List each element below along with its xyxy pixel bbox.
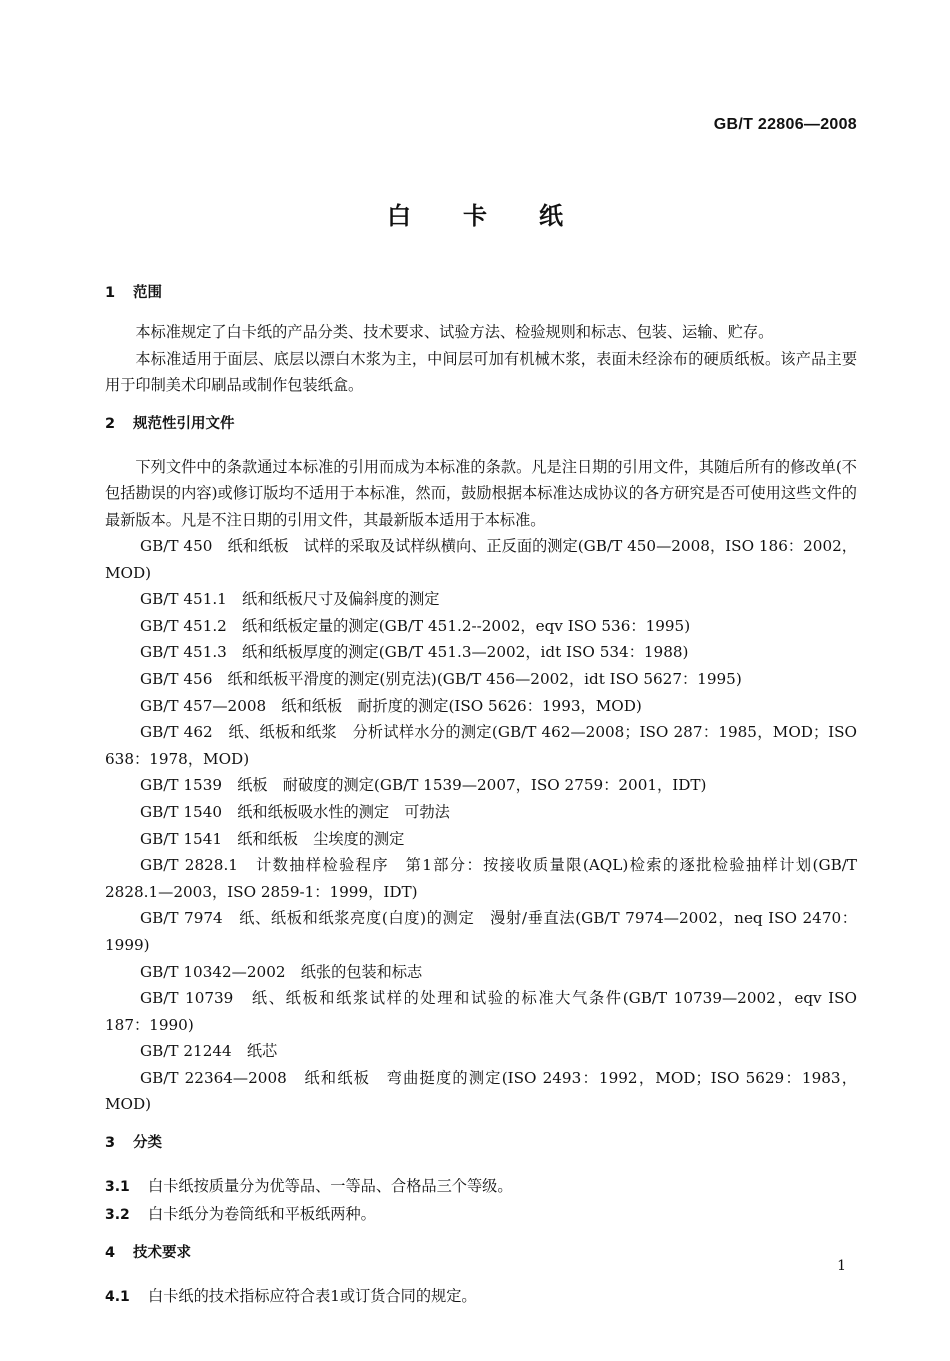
reference-item: GB/T 1541 纸和纸板 尘埃度的测定 (140, 829, 405, 848)
section-number: 3 (105, 1135, 116, 1152)
page-number: 1 (837, 1258, 846, 1274)
paragraph: 本标准规定了白卡纸的产品分类、技术要求、试验方法、检验规则和标志、包装、运输、贮存。 (135, 323, 774, 341)
clause-number: 3.1 (105, 1179, 130, 1196)
clause-text: 白卡纸分为卷筒纸和平板纸两种。 (148, 1204, 376, 1223)
section-heading (105, 280, 857, 307)
section-number: 1 (105, 285, 116, 301)
reference-item: GB/T 10739 纸、纸板和纸浆试样的处理和试验的标准大气条件(GB/T 10739—2002，eqv ISO 187：1990) (105, 989, 857, 1034)
reference-item: GB/T 451.1 纸和纸板尺寸及偏斜度的测定 (140, 590, 440, 609)
reference-item: GB/T 456 纸和纸板平滑度的测定(别克法)(GB/T 456—2002，idt ISO 5627：1995) (140, 669, 742, 688)
reference-item: GB/T 22364—2008 纸和纸板 弯曲挺度的测定(ISO 2493：1992，MOD；ISO 5629：1983，MOD) (105, 1068, 857, 1114)
body-text (105, 280, 857, 1311)
clause-text: 白卡纸的技术指标应符合表1或订货合同的规定。 (148, 1287, 477, 1306)
title-char: 纸 (539, 202, 563, 230)
title-char: 卡 (463, 202, 487, 230)
paragraph: 本标准适用于面层、底层以漂白木浆为主，中间层可加有机械木浆，表面未经涂布的硬质纸板。该产品主要用于印制美术印刷品或制作包装纸盒。 (105, 349, 857, 394)
section-heading (105, 411, 857, 438)
clause-number: 4.1 (105, 1289, 130, 1306)
reference-item: GB/T 1539 纸板 耐破度的测定(GB/T 1539—2007，ISO 2759：2001，IDT) (140, 776, 707, 795)
clause (105, 1201, 857, 1229)
reference-item: GB/T 10342—2002 纸张的包装和标志 (140, 962, 423, 981)
reference-item: GB/T 451.2 纸和纸板定量的测定(GB/T 451.2--2002，eqv ISO 536：1995) (140, 616, 691, 635)
title-char: 白 (387, 202, 411, 230)
standard-code: GB/T 22806—2008 (713, 116, 857, 133)
section-heading (105, 1130, 857, 1157)
clause-number: 3.2 (105, 1206, 130, 1223)
reference-item: GB/T 7974 纸、纸板和纸浆亮度(白度)的测定 漫射/垂直法(GB/T 7974—2002，neq ISO 2470：1999) (105, 909, 857, 954)
section-number: 4 (105, 1245, 116, 1262)
reference-item: GB/T 21244 纸芯 (140, 1042, 278, 1061)
section-title: 范围 (133, 285, 162, 301)
section-title: 技术要求 (133, 1245, 191, 1262)
reference-item: GB/T 457—2008 纸和纸板 耐折度的测定(ISO 5626：1993，MOD) (140, 696, 642, 715)
reference-item: GB/T 2828.1 计数抽样检验程序 第1部分：按接收质量限(AQL)检索的逐批检验抽样计划(GB/T 2828.1—2003，ISO 2859-1：1999，IDT) (105, 856, 857, 901)
section-title: 分类 (133, 1135, 162, 1152)
section-number: 2 (105, 415, 116, 432)
paragraph: 下列文件中的条款通过本标准的引用而成为本标准的条款。凡是注日期的引用文件，其随后所有的修改单(不包括勘误的内容)或修订版均不适用于本标准，然而，鼓励根据本标准达成协议的各方研究是否可使用这些文件的最新版本。凡是不注日期的引用文件，其最新版本适用于本标准。 (105, 457, 857, 529)
clause (105, 1173, 857, 1201)
reference-item: GB/T 450 纸和纸板 试样的采取及试样纵横向、正反面的测定(GB/T 450—2008，ISO 186：2002，MOD) (105, 537, 857, 582)
section-title: 规范性引用文件 (133, 415, 235, 432)
document-title (0, 196, 950, 231)
clause-text: 白卡纸按质量分为优等品、一等品、合格品三个等级。 (148, 1177, 513, 1196)
reference-item: GB/T 451.3 纸和纸板厚度的测定(GB/T 451.3—2002，idt ISO 534：1988) (140, 643, 689, 662)
reference-item: GB/T 462 纸、纸板和纸浆 分析试样水分的测定(GB/T 462—2008；ISO 287：1985，MOD；ISO 638：1978，MOD) (105, 723, 857, 768)
reference-item: GB/T 1540 纸和纸板吸水性的测定 可勃法 (140, 802, 450, 821)
clause (105, 1283, 857, 1311)
section-heading (105, 1240, 857, 1267)
